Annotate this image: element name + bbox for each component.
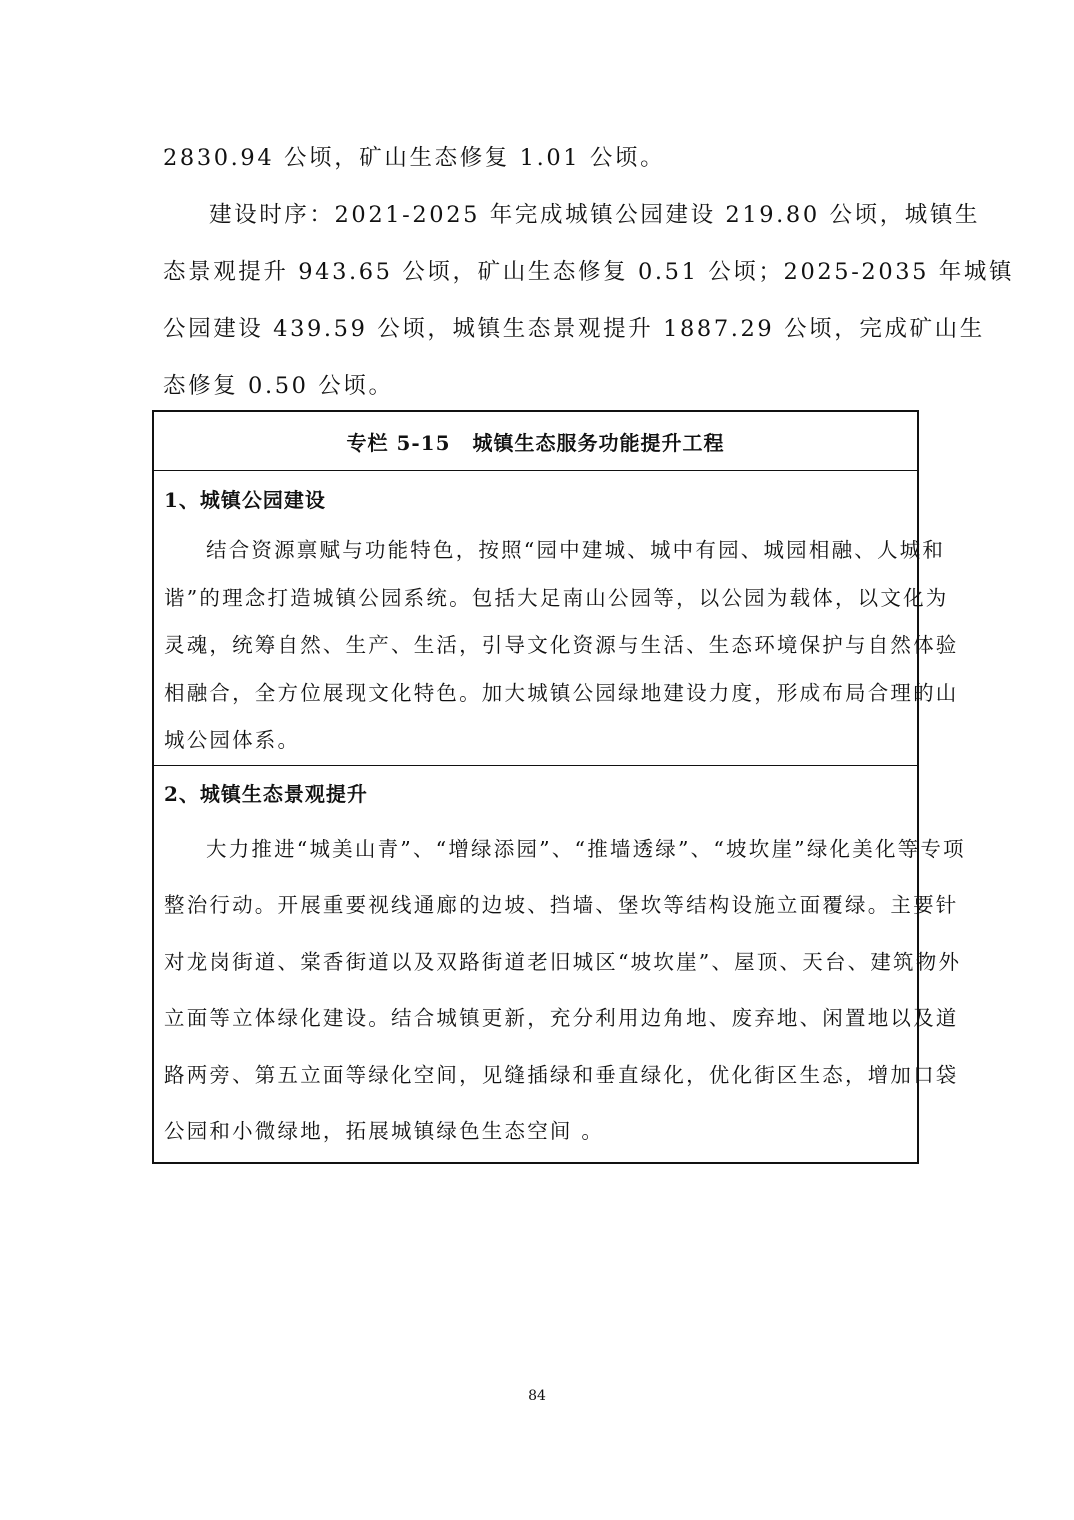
- text-line: 结合资源禀赋与功能特色，按照“园中建城、城中有园、城园相融、人城和: [206, 538, 946, 562]
- section-heading: 2、城镇生态景观提升: [164, 781, 368, 806]
- text-line: 建设时序：2021-2025 年完成城镇公园建设 219.80 公顷，城镇生: [209, 202, 981, 228]
- text-line: 路两旁、第五立面等绿化空间，见缝插绿和垂直绿化，优化街区生态，增加口袋: [164, 1062, 959, 1087]
- text-line: 立面等立体绿化建设。结合城镇更新，充分利用边角地、废弃地、闲置地以及道: [164, 1006, 959, 1030]
- section-body: [164, 821, 966, 1160]
- feature-box-title-text: 城镇生态服务功能提升工程: [472, 430, 725, 455]
- text-line: 2830.94 公顷，矿山生态修复 1.01 公顷。: [163, 145, 666, 171]
- text-line: 城公园体系。: [164, 728, 301, 752]
- text-line: 态修复 0.50 公顷。: [163, 373, 394, 399]
- text-line: 谐”的理念打造城镇公园系统。包括大足南山公园等，以公园为载体，以文化为: [164, 585, 949, 610]
- text-line: 相融合，全方位展现文化特色。加大城镇公园绿地建设力度，形成布局合理的山: [164, 680, 959, 705]
- text-line: 大力推进“城美山青”、“增绿添园”、“推墙透绿”、“坡坎崖”绿化美化等专项: [206, 836, 966, 861]
- feature-box-label: 专栏 5-15: [346, 430, 451, 455]
- section-body: [164, 527, 959, 765]
- intro-paragraph-continued: [163, 130, 913, 187]
- feature-box-title: [154, 412, 917, 471]
- text-line: 对龙岗街道、棠香街道以及双路街道老旧城区“坡坎崖”、屋顶、天台、建筑物外: [164, 949, 962, 974]
- text-line: 公园和小微绿地，拓展城镇绿色生态空间 。: [164, 1119, 605, 1143]
- text-line: 整治行动。开展重要视线通廊的边坡、挡墙、堡坎等结构设施立面覆绿。主要针: [164, 893, 959, 917]
- page-number: 84: [528, 1388, 546, 1404]
- text-line: 灵魂，统筹自然、生产、生活，引导文化资源与生活、生态环境保护与自然体验: [164, 633, 959, 657]
- section-heading: 1、城镇公园建设: [164, 488, 326, 512]
- feature-box: [152, 410, 966, 1164]
- text-line: 公园建设 439.59 公顷，城镇生态景观提升 1887.29 公顷，完成矿山生: [163, 316, 985, 342]
- section-urban-park: [154, 473, 959, 765]
- construction-schedule-paragraph: [163, 187, 1015, 415]
- section-landscape-upgrade: [154, 765, 966, 1160]
- text-line: 态景观提升 943.65 公顷，矿山生态修复 0.51 公顷；2025-2035 年城镇: [163, 259, 1015, 285]
